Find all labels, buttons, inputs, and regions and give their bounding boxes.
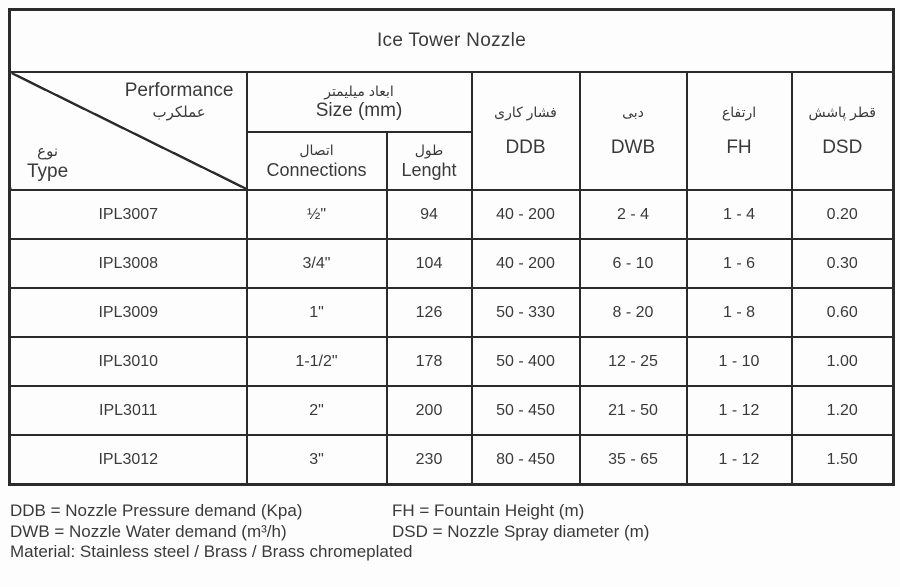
dwb-cell: 6 - 10 — [580, 239, 687, 288]
connections-cell: 1" — [247, 288, 387, 337]
connections-cell: 3/4" — [247, 239, 387, 288]
connections-label-en: Connections — [266, 159, 367, 180]
length-cell: 104 — [387, 239, 472, 288]
footnote-material: Material: Stainless steel / Brass / Brass chromeplated — [10, 542, 413, 561]
connections-cell: 3" — [247, 435, 387, 485]
dwb-label-fa: دبی — [622, 103, 644, 120]
fh-cell: 1 - 4 — [687, 190, 792, 239]
footnote-fh: FH = Fountain Height (m) — [392, 501, 585, 520]
type-cell: IPL3011 — [10, 386, 247, 435]
ddb-cell: 40 - 200 — [472, 239, 580, 288]
type-cell: IPL3008 — [10, 239, 247, 288]
footnotes — [10, 501, 892, 563]
length-label-en: Lenght — [401, 159, 457, 180]
dsd-cell: 1.20 — [792, 386, 894, 435]
dsd-cell: 0.60 — [792, 288, 894, 337]
dsd-label-fa: قطر پاشش — [808, 103, 877, 120]
connections-cell: ½" — [247, 190, 387, 239]
length-cell: 94 — [387, 190, 472, 239]
spec-table — [8, 8, 895, 486]
footnote-dsd: DSD = Nozzle Spray diameter (m) — [392, 521, 650, 541]
dsd-cell: 1.00 — [792, 337, 894, 386]
fh-cell: 1 - 8 — [687, 288, 792, 337]
type-cell: IPL3012 — [10, 435, 247, 485]
size-label-fa: ابعاد میلیمتر — [324, 82, 394, 99]
performance-header — [125, 80, 234, 121]
length-cell: 178 — [387, 337, 472, 386]
size-header-cell — [247, 72, 472, 132]
dsd-cell: 0.30 — [792, 239, 894, 288]
fh-cell: 1 - 10 — [687, 337, 792, 386]
connections-header-cell — [247, 132, 387, 190]
length-cell: 126 — [387, 288, 472, 337]
ddb-label-en: DDB — [505, 136, 546, 158]
type-header — [27, 142, 68, 183]
fh-cell: 1 - 6 — [687, 239, 792, 288]
type-cell: IPL3009 — [10, 288, 247, 337]
dwb-cell: 12 - 25 — [580, 337, 687, 386]
dsd-label-en: DSD — [822, 136, 863, 158]
type-label-fa: نوع — [37, 143, 59, 160]
type-label-en: Type — [27, 161, 69, 182]
dwb-label-en: DWB — [610, 136, 656, 158]
footnote-dwb: DWB = Nozzle Water demand (m³/h) — [10, 521, 287, 541]
ddb-label-fa: فشار کاری — [494, 103, 557, 120]
table-row — [10, 239, 894, 288]
table-row — [10, 435, 894, 485]
ddb-cell: 50 - 330 — [472, 288, 580, 337]
ddb-cell: 40 - 200 — [472, 190, 580, 239]
connections-cell: 2" — [247, 386, 387, 435]
connections-cell: 1-1/2" — [247, 337, 387, 386]
page-title: Ice Tower Nozzle — [10, 10, 894, 73]
table-row — [10, 288, 894, 337]
dwb-cell: 8 - 20 — [580, 288, 687, 337]
dsd-cell: 1.50 — [792, 435, 894, 485]
dwb-cell: 35 - 65 — [580, 435, 687, 485]
size-label-en: Size (mm) — [315, 99, 403, 121]
title-row — [10, 10, 894, 73]
dwb-header-cell — [580, 72, 687, 190]
ddb-cell: 50 - 450 — [472, 386, 580, 435]
fh-header-cell — [687, 72, 792, 190]
dwb-cell: 21 - 50 — [580, 386, 687, 435]
length-cell: 230 — [387, 435, 472, 485]
ddb-cell: 80 - 450 — [472, 435, 580, 485]
table-body — [10, 190, 894, 485]
table-row — [10, 386, 894, 435]
fh-cell: 1 - 12 — [687, 435, 792, 485]
ddb-header-cell — [472, 72, 580, 190]
table-row — [10, 190, 894, 239]
footnote-ddb: DDB = Nozzle Pressure demand (Kpa) — [10, 501, 303, 520]
header-row-top — [10, 72, 894, 132]
fh-cell: 1 - 12 — [687, 386, 792, 435]
type-cell: IPL3010 — [10, 337, 247, 386]
connections-label-fa: اتصال — [299, 141, 334, 158]
length-header-cell — [387, 132, 472, 190]
performance-label-fa: عملکرب — [152, 104, 206, 121]
table-row — [10, 337, 894, 386]
dsd-header-cell — [792, 72, 894, 190]
dwb-cell: 2 - 4 — [580, 190, 687, 239]
fh-label-en: FH — [726, 136, 752, 158]
length-label-fa: طول — [414, 141, 444, 158]
performance-label-en: Performance — [124, 80, 234, 101]
fh-label-fa: ارتفاع — [721, 103, 757, 120]
type-cell: IPL3007 — [10, 190, 247, 239]
dsd-cell: 0.20 — [792, 190, 894, 239]
length-cell: 200 — [387, 386, 472, 435]
ddb-cell: 50 - 400 — [472, 337, 580, 386]
type-performance-header-cell — [10, 72, 247, 190]
